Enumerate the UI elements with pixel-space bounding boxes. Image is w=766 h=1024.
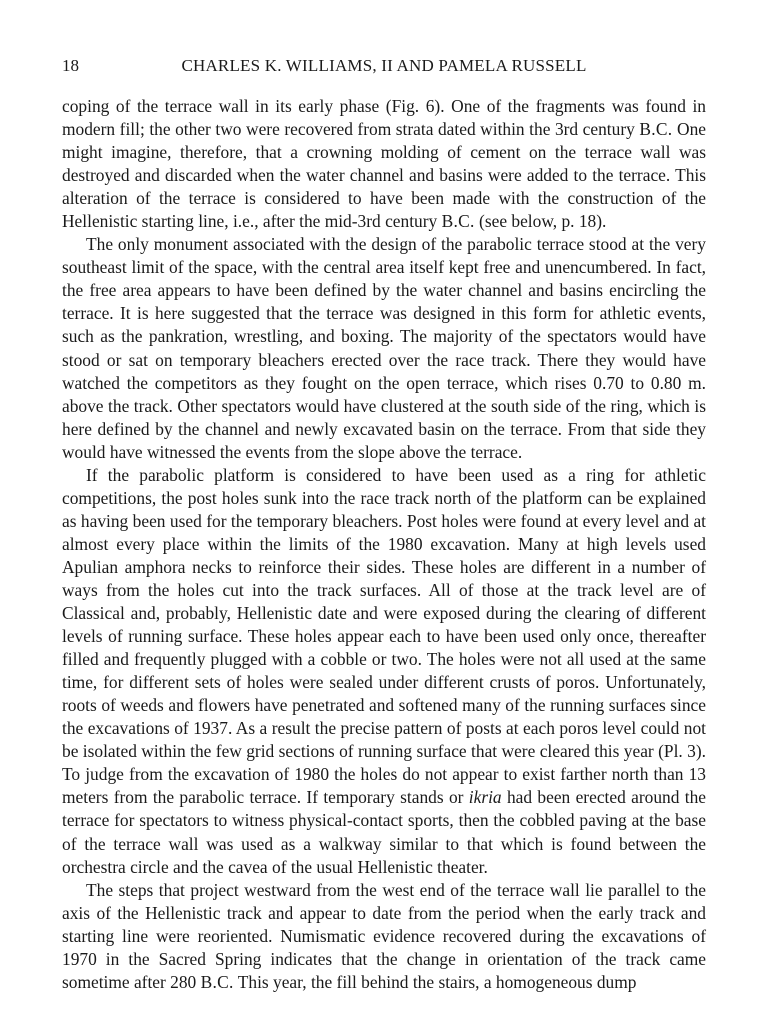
article-body [62, 95, 706, 994]
page-number: 18 [62, 56, 79, 75]
text-run: had been erected around the terrace for spectators to witness physical-contact sports, then the cobbled paving at the base of the terrace wall was used as a walkway similar to that which is found between the orchestra circle and the cavea of the usual Hellenistic theater. [62, 787, 706, 877]
paragraph-2 [62, 233, 706, 463]
era-abbreviation: B.C. [639, 119, 673, 140]
era-abbreviation: B.C. [200, 971, 234, 992]
text-run: The steps that project westward from the west end of the terrace wall lie parallel to the axis of the Hellenistic track and appear to date from the period when the early track and starting line were reoriented. Numismatic evidence recovered during the excavations of 1970 in the Sacred Spring indicates that the change in orientation of the track came sometime after 280 [62, 879, 706, 992]
text-run: This year, the fill behind the stairs, a homogeneous dump [233, 971, 637, 992]
paragraph-3 [62, 464, 706, 879]
text-run: The only monument associated with the design of the parabolic terrace stood at the very southeast limit of the space, with the central area itself kept free and unencumbered. In fact, the free area appears to have been defined by the water channel and basins encircling the terrace. It is here suggested that the terrace was designed in this form for athletic events, such as the pankration, wrestling, and boxing. The majority of the spectators would have stood or sat on temporary bleachers erected over the race track. There they would have watched the competitors as they fought on the open terrace, which rises 0.70 to 0.80 m. above the track. Other spectators would have clustered at the south side of the ring, which is here defined by the channel and newly excavated basin on the terrace. From that side they would have witnessed the events from the slope above the terrace. [62, 234, 706, 462]
journal-page [62, 56, 706, 994]
text-run: If the parabolic platform is considered to have been used as a ring for athletic competitions, the post holes sunk into the race track north of the platform can be explained as having been used for the temporary bleachers. Post holes were found at every level and at almost every place within the limits of the 1980 excavation. Many at high levels used Apulian amphora necks to reinforce their sides. These holes are different in a number of ways from the holes cut into the track surfaces. All of those at the track level are of Classical and, probably, Hellenistic date and were exposed during the clearing of different levels of running surface. These holes appear each to have been used only once, thereafter filled and frequently plugged with a cobble or two. The holes were not all used at the same time, for different sets of holes were sealed under different crusts of poros. Unfortunately, roots of weeds and flowers have penetrated and softened many of the running surfaces since the excavations of 1937. As a result the precise pattern of posts at each poros level could not be isolated within the few grid sections of running surface that were cleared this year (Pl. 3). To judge from the excavation of 1980 the holes do not appear to exist farther north than 13 meters from the parabolic terrace. If temporary stands or [62, 464, 706, 808]
text-run: (see below, p. 18). [474, 211, 607, 232]
text-run: One might imagine, therefore, that a crowning molding of cement on the terrace wall was destroyed and discarded when the water channel and basins were added to the terrace. This alteration of the terrace is considered to have been made with the construction of the Hellenistic starting line, i.e., after the mid-3rd century [62, 119, 706, 232]
running-head: CHARLES K. WILLIAMS, II AND PAMELA RUSSELL [181, 56, 587, 75]
era-abbreviation: B.C. [441, 211, 475, 232]
italic-term: ikria [468, 787, 502, 808]
text-run: coping of the terrace wall in its early phase (Fig. 6). One of the fragments was found in modern fill; the other two were recovered from strata dated within the 3rd century [62, 96, 706, 140]
paragraph-1 [62, 95, 706, 233]
paragraph-4 [62, 879, 706, 994]
page-header [62, 56, 706, 80]
